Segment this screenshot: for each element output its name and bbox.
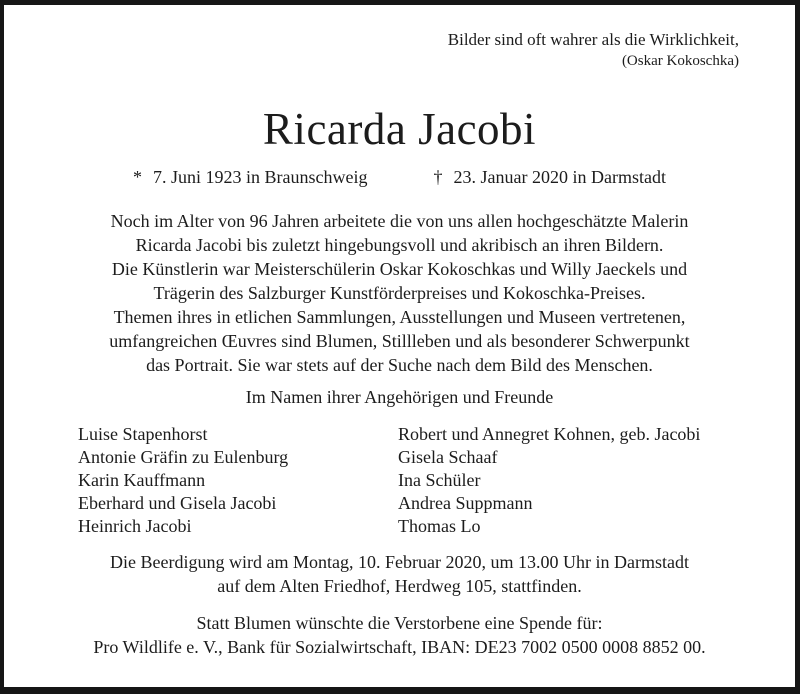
mourners-column-left — [78, 423, 398, 538]
death-date-text: 23. Januar 2020 in Darmstadt — [453, 167, 666, 187]
obituary-line: Trägerin des Salzburger Kunstförderpreises und Kokoschka-Preises. — [153, 283, 646, 303]
family-intro: Im Namen ihrer Angehörigen und Freunde — [245, 387, 554, 407]
donation-line: Statt Blumen wünschte die Verstorbene eine Spende für: — [196, 613, 603, 633]
funeral-line: Die Beerdigung wird am Montag, 10. Februar 2020, um 13.00 Uhr in Darmstadt — [110, 552, 689, 572]
mourner-name: Antonie Gräfin zu Eulenburg — [78, 447, 289, 467]
death-cross-symbol: † — [433, 167, 443, 187]
donation-info — [4, 611, 795, 659]
mourner-name: Karin Kauffmann — [78, 470, 206, 490]
mourners-column-right — [398, 423, 795, 538]
quote-attribution: (Oskar Kokoschka) — [621, 53, 739, 69]
quote-block — [4, 5, 795, 71]
mourner-name: Thomas Lo — [398, 516, 481, 536]
mourners-list — [4, 423, 795, 538]
obituary-line: umfangreichen Œuvres sind Blumen, Stillleben und als besonderer Schwerpunkt — [109, 331, 690, 351]
mourner-name: Andrea Suppmann — [398, 493, 533, 513]
mourner-name: Eberhard und Gisela Jacobi — [78, 493, 277, 513]
obituary-line: Ricarda Jacobi bis zuletzt hingebungsvoll und akribisch an ihren Bildern. — [135, 235, 664, 255]
birth-date — [133, 165, 367, 189]
obituary-paragraph — [4, 209, 795, 377]
mourner-name: Gisela Schaaf — [398, 447, 498, 467]
mourner-name: Heinrich Jacobi — [78, 516, 192, 536]
mourner-name: Robert und Annegret Kohnen, geb. Jacobi — [398, 424, 701, 444]
mourner-name: Ina Schüler — [398, 470, 481, 490]
funeral-info — [4, 550, 795, 598]
obituary-line: Die Künstlerin war Meisterschülerin Oskar Kokoschkas und Willy Jaeckels und — [111, 259, 688, 279]
birth-date-text: 7. Juni 1923 in Braunschweig — [153, 167, 368, 187]
deceased-name: Ricarda Jacobi — [262, 104, 537, 154]
obituary-line: das Portrait. Sie war stets auf der Suche nach dem Bild des Menschen. — [146, 355, 653, 375]
death-date — [434, 165, 666, 189]
funeral-line: auf dem Alten Friedhof, Herdweg 105, stattfinden. — [217, 576, 582, 596]
birth-star-symbol: * — [133, 167, 143, 187]
mourner-name: Luise Stapenhorst — [78, 424, 208, 444]
obituary-line: Noch im Alter von 96 Jahren arbeitete die von uns allen hochgeschätzte Malerin — [110, 211, 689, 231]
donation-line: Pro Wildlife e. V., Bank für Sozialwirtschaft, IBAN: DE23 7002 0500 0008 8852 00. — [93, 637, 706, 657]
life-dates-row — [4, 165, 795, 189]
quote-text: Bilder sind oft wahrer als die Wirklichkeit, — [447, 30, 739, 49]
obituary-line: Themen ihres in etlichen Sammlungen, Ausstellungen und Museen vertretenen, — [113, 307, 686, 327]
